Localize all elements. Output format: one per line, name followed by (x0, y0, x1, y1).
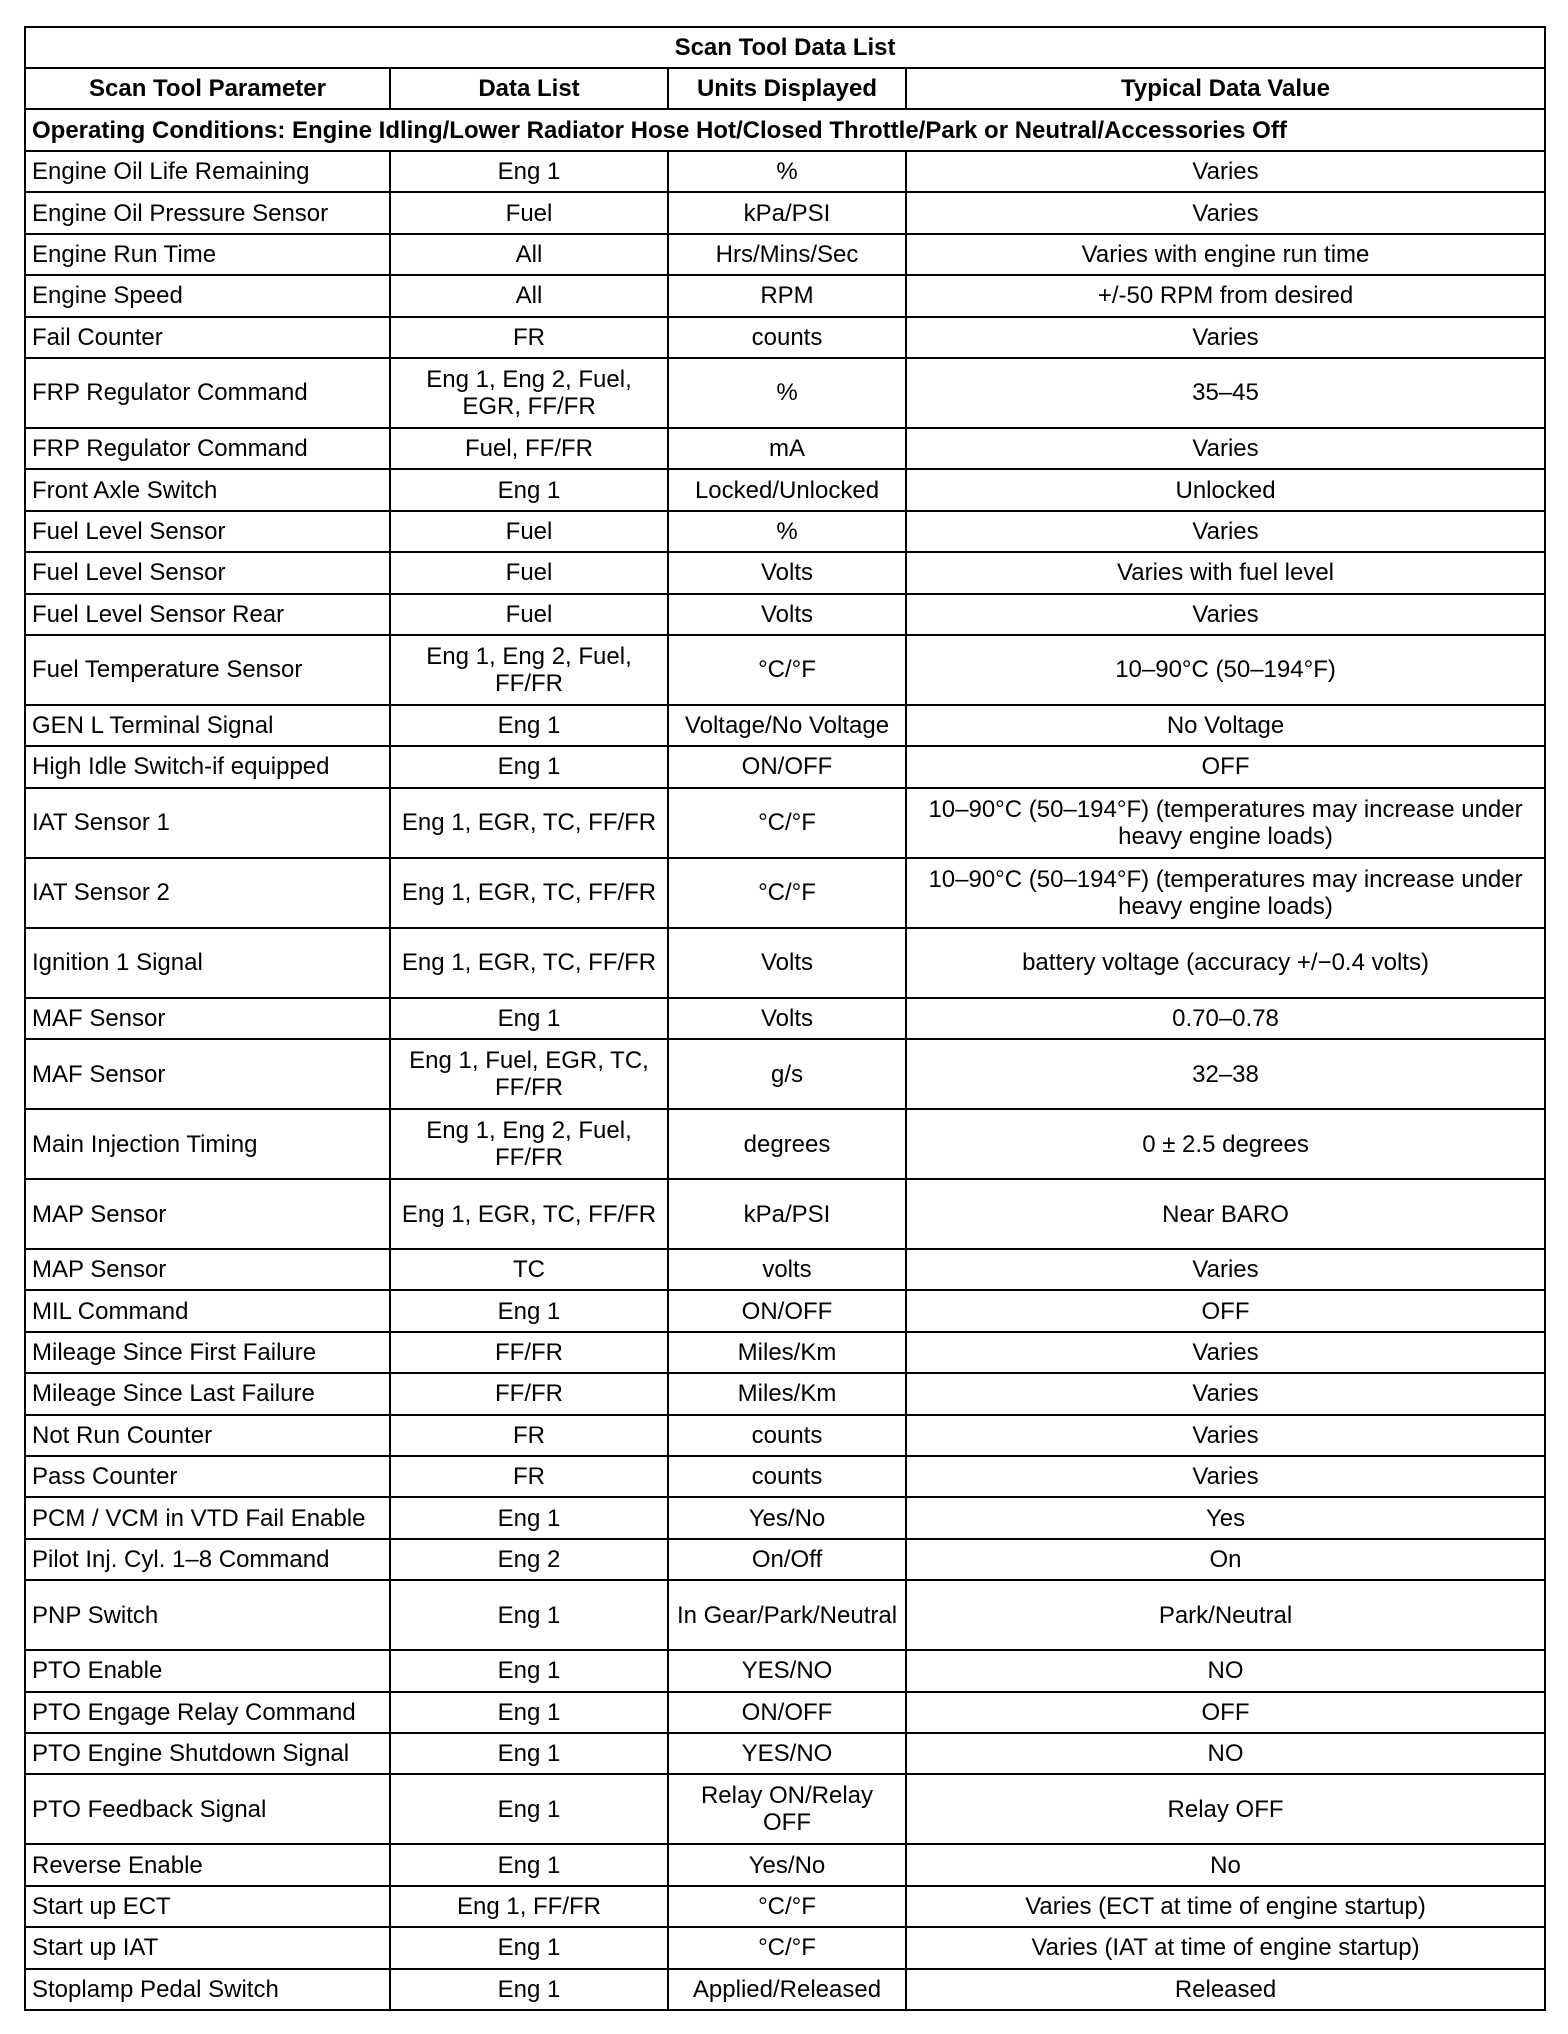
parameter-cell: MAP Sensor (25, 1249, 390, 1290)
data-list-cell: Eng 1 (390, 998, 668, 1039)
units-cell: volts (668, 1249, 906, 1290)
table-row (25, 705, 1545, 746)
data-list-cell: Eng 1, EGR, TC, FF/FR (390, 928, 668, 998)
units-cell: Relay ON/Relay OFF (668, 1774, 906, 1844)
units-cell: ON/OFF (668, 746, 906, 787)
typical-value-cell: Varies (906, 1415, 1545, 1456)
table-row (25, 1692, 1545, 1733)
table-row (25, 1039, 1545, 1109)
parameter-cell: MAF Sensor (25, 998, 390, 1039)
units-cell: In Gear/Park/Neutral (668, 1580, 906, 1650)
parameter-cell: Mileage Since Last Failure (25, 1373, 390, 1414)
table-row (25, 1109, 1545, 1179)
table-row (25, 1927, 1545, 1968)
data-list-cell: All (390, 275, 668, 316)
units-cell: YES/NO (668, 1733, 906, 1774)
table-row (25, 1886, 1545, 1927)
units-cell: ON/OFF (668, 1692, 906, 1733)
units-cell: counts (668, 317, 906, 358)
data-list-cell: Fuel (390, 594, 668, 635)
typical-value-cell: 35–45 (906, 358, 1545, 428)
parameter-cell: MAF Sensor (25, 1039, 390, 1109)
table-body (25, 109, 1545, 2010)
data-list-cell: Eng 1 (390, 1290, 668, 1331)
data-list-cell: FR (390, 1456, 668, 1497)
data-list-cell: Eng 1 (390, 1497, 668, 1538)
units-cell: Miles/Km (668, 1373, 906, 1414)
data-list-cell: Eng 1, Eng 2, Fuel, EGR, FF/FR (390, 358, 668, 428)
data-list-cell: All (390, 234, 668, 275)
parameter-cell: PNP Switch (25, 1580, 390, 1650)
data-list-cell: Fuel, FF/FR (390, 428, 668, 469)
parameter-cell: Mileage Since First Failure (25, 1332, 390, 1373)
data-list-cell: FF/FR (390, 1332, 668, 1373)
table-row (25, 1290, 1545, 1331)
data-list-cell: FF/FR (390, 1373, 668, 1414)
data-list-cell: Eng 1 (390, 1927, 668, 1968)
typical-value-cell: No Voltage (906, 705, 1545, 746)
typical-value-cell: 0.70–0.78 (906, 998, 1545, 1039)
data-list-cell: TC (390, 1249, 668, 1290)
table-row (25, 275, 1545, 316)
typical-value-cell: 10–90°C (50–194°F) (906, 635, 1545, 705)
table-row (25, 928, 1545, 998)
parameter-cell: Start up IAT (25, 1927, 390, 1968)
table-row (25, 1774, 1545, 1844)
parameter-cell: FRP Regulator Command (25, 358, 390, 428)
table-row (25, 1415, 1545, 1456)
units-cell: Miles/Km (668, 1332, 906, 1373)
units-cell: Volts (668, 552, 906, 593)
data-list-cell: Eng 1 (390, 746, 668, 787)
parameter-cell: Reverse Enable (25, 1844, 390, 1885)
typical-value-cell: Varies with fuel level (906, 552, 1545, 593)
data-list-cell: Eng 1 (390, 1580, 668, 1650)
typical-value-cell: NO (906, 1733, 1545, 1774)
data-list-cell: Eng 1 (390, 1692, 668, 1733)
typical-value-cell: Varies (ECT at time of engine startup) (906, 1886, 1545, 1927)
units-cell: °C/°F (668, 1886, 906, 1927)
typical-value-cell: Varies (906, 192, 1545, 233)
units-cell: °C/°F (668, 858, 906, 928)
units-cell: Applied/Released (668, 1969, 906, 2010)
table-row (25, 192, 1545, 233)
parameter-cell: Engine Run Time (25, 234, 390, 275)
header-typical-value: Typical Data Value (906, 68, 1545, 109)
parameter-cell: Fuel Temperature Sensor (25, 635, 390, 705)
header-data-list: Data List (390, 68, 668, 109)
typical-value-cell: OFF (906, 1692, 1545, 1733)
title-row (25, 27, 1545, 68)
typical-value-cell: Varies (906, 594, 1545, 635)
parameter-cell: IAT Sensor 2 (25, 858, 390, 928)
table-title: Scan Tool Data List (25, 27, 1545, 68)
units-cell: g/s (668, 1039, 906, 1109)
typical-value-cell: Varies (906, 317, 1545, 358)
typical-value-cell: No (906, 1844, 1545, 1885)
table-row (25, 594, 1545, 635)
table-row (25, 1249, 1545, 1290)
typical-value-cell: NO (906, 1650, 1545, 1691)
parameter-cell: Engine Speed (25, 275, 390, 316)
units-cell: Volts (668, 928, 906, 998)
data-list-cell: Eng 1 (390, 1650, 668, 1691)
units-cell: Voltage/No Voltage (668, 705, 906, 746)
units-cell: counts (668, 1415, 906, 1456)
header-row (25, 68, 1545, 109)
table-row (25, 428, 1545, 469)
parameter-cell: Not Run Counter (25, 1415, 390, 1456)
units-cell: Yes/No (668, 1497, 906, 1538)
data-list-cell: Eng 1 (390, 1844, 668, 1885)
data-list-cell: Eng 1, Fuel, EGR, TC, FF/FR (390, 1039, 668, 1109)
parameter-cell: MAP Sensor (25, 1179, 390, 1249)
data-list-cell: Fuel (390, 192, 668, 233)
typical-value-cell: 0 ± 2.5 degrees (906, 1109, 1545, 1179)
typical-value-cell: Varies with engine run time (906, 234, 1545, 275)
table-row (25, 858, 1545, 928)
parameter-cell: PTO Engage Relay Command (25, 1692, 390, 1733)
units-cell: degrees (668, 1109, 906, 1179)
typical-value-cell: Varies (906, 1373, 1545, 1414)
units-cell: YES/NO (668, 1650, 906, 1691)
parameter-cell: Pass Counter (25, 1456, 390, 1497)
data-list-cell: Eng 1, Eng 2, Fuel, FF/FR (390, 1109, 668, 1179)
parameter-cell: PTO Feedback Signal (25, 1774, 390, 1844)
data-list-cell: Eng 1, EGR, TC, FF/FR (390, 788, 668, 858)
parameter-cell: High Idle Switch-if equipped (25, 746, 390, 787)
parameter-cell: MIL Command (25, 1290, 390, 1331)
units-cell: % (668, 511, 906, 552)
table-row (25, 788, 1545, 858)
typical-value-cell: OFF (906, 746, 1545, 787)
table-row (25, 1497, 1545, 1538)
data-list-cell: FR (390, 317, 668, 358)
parameter-cell: GEN L Terminal Signal (25, 705, 390, 746)
typical-value-cell: Unlocked (906, 469, 1545, 510)
parameter-cell: Fuel Level Sensor (25, 552, 390, 593)
typical-value-cell: Varies (906, 151, 1545, 192)
table-row (25, 1733, 1545, 1774)
parameter-cell: Front Axle Switch (25, 469, 390, 510)
units-cell: mA (668, 428, 906, 469)
typical-value-cell: Near BARO (906, 1179, 1545, 1249)
table-row (25, 746, 1545, 787)
units-cell: On/Off (668, 1539, 906, 1580)
data-list-cell: Eng 1 (390, 1774, 668, 1844)
scan-tool-data-table (24, 26, 1546, 2011)
data-list-cell: Eng 1 (390, 469, 668, 510)
parameter-cell: Ignition 1 Signal (25, 928, 390, 998)
table-row (25, 1456, 1545, 1497)
data-list-cell: Eng 2 (390, 1539, 668, 1580)
table-row (25, 469, 1545, 510)
parameter-cell: Fuel Level Sensor (25, 511, 390, 552)
typical-value-cell: Varies (906, 1249, 1545, 1290)
units-cell: Hrs/Mins/Sec (668, 234, 906, 275)
typical-value-cell: +/-50 RPM from desired (906, 275, 1545, 316)
units-cell: % (668, 358, 906, 428)
parameter-cell: Pilot Inj. Cyl. 1–8 Command (25, 1539, 390, 1580)
typical-value-cell: battery voltage (accuracy +/−0.4 volts) (906, 928, 1545, 998)
units-cell: °C/°F (668, 635, 906, 705)
typical-value-cell: Varies (906, 428, 1545, 469)
table-row (25, 358, 1545, 428)
typical-value-cell: Varies (906, 1456, 1545, 1497)
data-list-cell: Eng 1 (390, 1733, 668, 1774)
operating-conditions-row (25, 109, 1545, 151)
data-list-cell: Eng 1 (390, 151, 668, 192)
table-row (25, 1650, 1545, 1691)
units-cell: counts (668, 1456, 906, 1497)
data-list-cell: Eng 1 (390, 1969, 668, 2010)
table-row (25, 998, 1545, 1039)
parameter-cell: Main Injection Timing (25, 1109, 390, 1179)
parameter-cell: Engine Oil Pressure Sensor (25, 192, 390, 233)
typical-value-cell: Relay OFF (906, 1774, 1545, 1844)
units-cell: RPM (668, 275, 906, 316)
table-row (25, 511, 1545, 552)
table-row (25, 1373, 1545, 1414)
units-cell: % (668, 151, 906, 192)
units-cell: °C/°F (668, 788, 906, 858)
typical-value-cell: 32–38 (906, 1039, 1545, 1109)
table-row (25, 234, 1545, 275)
data-list-cell: Eng 1, EGR, TC, FF/FR (390, 858, 668, 928)
data-list-cell: Eng 1, FF/FR (390, 1886, 668, 1927)
table-row (25, 317, 1545, 358)
parameter-cell: FRP Regulator Command (25, 428, 390, 469)
parameter-cell: Fuel Level Sensor Rear (25, 594, 390, 635)
units-cell: kPa/PSI (668, 1179, 906, 1249)
typical-value-cell: Varies (IAT at time of engine startup) (906, 1927, 1545, 1968)
parameter-cell: Start up ECT (25, 1886, 390, 1927)
parameter-cell: Stoplamp Pedal Switch (25, 1969, 390, 2010)
header-units: Units Displayed (668, 68, 906, 109)
parameter-cell: PCM / VCM in VTD Fail Enable (25, 1497, 390, 1538)
units-cell: Locked/Unlocked (668, 469, 906, 510)
table-row (25, 635, 1545, 705)
typical-value-cell: On (906, 1539, 1545, 1580)
parameter-cell: Engine Oil Life Remaining (25, 151, 390, 192)
table-row (25, 151, 1545, 192)
parameter-cell: PTO Enable (25, 1650, 390, 1691)
typical-value-cell: Varies (906, 1332, 1545, 1373)
table-row (25, 1539, 1545, 1580)
header-parameter: Scan Tool Parameter (25, 68, 390, 109)
parameter-cell: IAT Sensor 1 (25, 788, 390, 858)
table-row (25, 1332, 1545, 1373)
units-cell: Yes/No (668, 1844, 906, 1885)
scan-tool-data-sheet (24, 26, 1544, 2011)
typical-value-cell: 10–90°C (50–194°F) (temperatures may increase under heavy engine loads) (906, 858, 1545, 928)
data-list-cell: Eng 1, Eng 2, Fuel, FF/FR (390, 635, 668, 705)
parameter-cell: PTO Engine Shutdown Signal (25, 1733, 390, 1774)
operating-conditions: Operating Conditions: Engine Idling/Lower Radiator Hose Hot/Closed Throttle/Park or Neutral/Accessories Off (25, 109, 1545, 151)
data-list-cell: Eng 1, EGR, TC, FF/FR (390, 1179, 668, 1249)
units-cell: kPa/PSI (668, 192, 906, 233)
table-row (25, 552, 1545, 593)
data-list-cell: Eng 1 (390, 705, 668, 746)
table-row (25, 1844, 1545, 1885)
typical-value-cell: Released (906, 1969, 1545, 2010)
parameter-cell: Fail Counter (25, 317, 390, 358)
units-cell: °C/°F (668, 1927, 906, 1968)
typical-value-cell: Yes (906, 1497, 1545, 1538)
typical-value-cell: Park/Neutral (906, 1580, 1545, 1650)
units-cell: Volts (668, 594, 906, 635)
data-list-cell: FR (390, 1415, 668, 1456)
units-cell: ON/OFF (668, 1290, 906, 1331)
units-cell: Volts (668, 998, 906, 1039)
typical-value-cell: Varies (906, 511, 1545, 552)
table-row (25, 1179, 1545, 1249)
table-row (25, 1969, 1545, 2010)
data-list-cell: Fuel (390, 552, 668, 593)
data-list-cell: Fuel (390, 511, 668, 552)
typical-value-cell: OFF (906, 1290, 1545, 1331)
table-row (25, 1580, 1545, 1650)
typical-value-cell: 10–90°C (50–194°F) (temperatures may increase under heavy engine loads) (906, 788, 1545, 858)
